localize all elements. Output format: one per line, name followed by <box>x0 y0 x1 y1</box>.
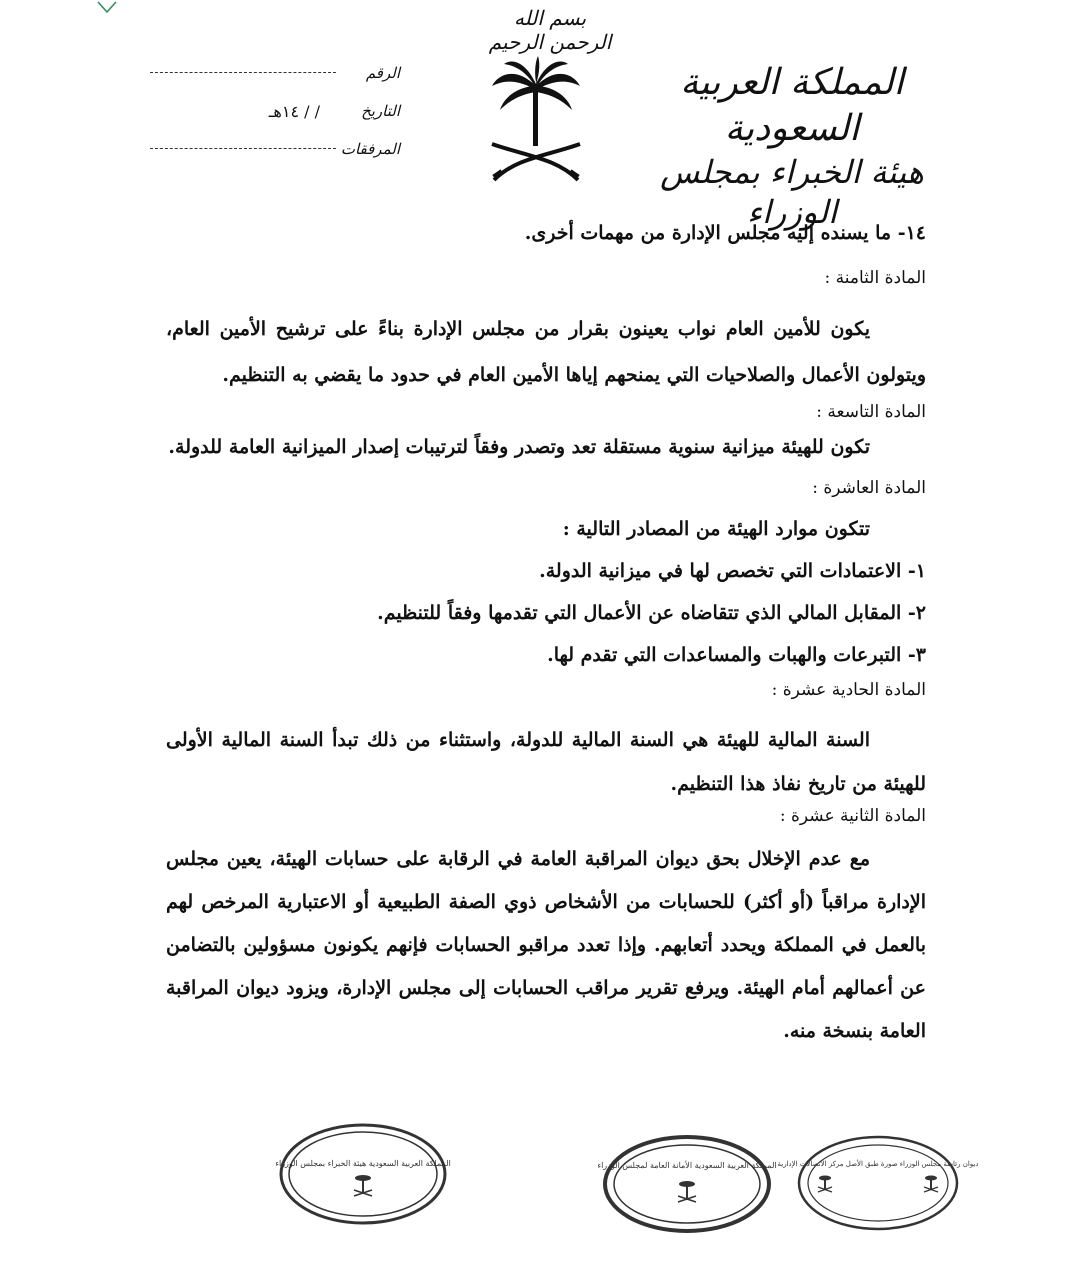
seal-cabinet-presidency <box>777 1134 979 1232</box>
item-14: ١٤- ما يسنده إليه مجلس الإدارة من مهمات أخرى. <box>524 222 926 244</box>
bismillah: بسم الله الرحمن الرحيم <box>488 6 612 54</box>
date-label: التاريخ <box>361 102 400 120</box>
reference-block <box>150 58 400 172</box>
article-12-text: مع عدم الإخلال بحق ديوان المراقبة العامة في الرقابة على حسابات الهيئة، يعين مجلس الإدارة مراقباً (أو أكثر) للحسابات من الأشخاص ذوي الصفة الطبيعية أو الاعتبارية المرخص لهم بالعمل في المملكة ويحدد أتعابهم. وإذا تعدد مراقبو الحسابات فإنهم يكونون مسؤولين بالتضامن عن أعمالهم أمام الهيئة. ويرفع تقرير مراقب الحسابات إلى مجلس الإدارة، ويزود ديوان المراقبة العامة بنسخة منه. <box>166 848 926 1042</box>
article-8-heading: المادة الثامنة : <box>824 268 926 288</box>
article-10-heading: المادة العاشرة : <box>812 478 926 498</box>
number-row <box>150 58 400 96</box>
corner-mark-icon <box>96 0 118 14</box>
article-10-intro: تتكون موارد الهيئة من المصادر التالية : <box>562 518 870 540</box>
seal-left-text: المملكة العربية السعودية هيئة الخبراء بمجلس الوزراء <box>275 1159 451 1168</box>
attachments-label: المرفقات <box>340 140 400 158</box>
kingdom-name: المملكة العربية السعودية <box>680 62 904 149</box>
article-12-heading: المادة الثانية عشرة : <box>779 806 926 826</box>
palm-swords-emblem-icon <box>486 56 586 186</box>
list-item: ٣- التبرعات والهبات والمساعدات التي تقدم لها. <box>547 644 926 666</box>
list-item: ١- الاعتمادات التي تخصص لها في ميزانية الدولة. <box>539 560 926 582</box>
seal-right-text: ديوان رئاسة مجلس الوزراء صورة طبق الأصل مركز الاتصالات الإدارية <box>777 1160 979 1168</box>
attachments-line <box>150 148 336 149</box>
article-8-text: يكون للأمين العام نواب يعينون بقرار من مجلس الإدارة بناءً على ترشيح الأمين العام، ويتولون الأعمال والصلاحيات التي يمنحهم إياها الأمين العام في حدود ما يقضي به التنظيم. <box>166 318 926 386</box>
attachments-row <box>150 134 400 172</box>
number-label: الرقم <box>365 64 400 82</box>
seal-left-icon <box>275 1122 451 1226</box>
authority-name: هيئة الخبراء بمجلس الوزراء <box>660 153 924 231</box>
article-9-text: تكون للهيئة ميزانية سنوية مستقلة تعد وتصدر وفقاً لترتيبات إصدار الميزانية العامة للدولة. <box>168 436 870 458</box>
number-line <box>150 72 336 73</box>
list-item: ٢- المقابل المالي الذي تتقاضاه عن الأعمال التي تقدمها وفقاً للتنظيم. <box>377 602 926 624</box>
seal-middle-icon <box>597 1134 777 1234</box>
article-11-text: السنة المالية للهيئة هي السنة المالية للدولة، واستثناء من ذلك تبدأ السنة المالية الأولى للهيئة من تاريخ نفاذ هذا التنظيم. <box>166 729 926 795</box>
seal-right-icon <box>777 1134 979 1232</box>
seal-experts-authority <box>275 1122 451 1226</box>
date-value: / / ١٤هـ <box>268 102 320 121</box>
seal-cabinet-secretariat <box>597 1134 777 1234</box>
date-row <box>150 96 400 134</box>
article-11-heading: المادة الحادية عشرة : <box>771 680 926 700</box>
letterhead-title <box>642 60 942 232</box>
article-9-heading: المادة التاسعة : <box>816 402 926 422</box>
document-body <box>166 222 926 1053</box>
seal-middle-text: المملكة العربية السعودية الأمانة العامة لمجلس الوزراء <box>597 1161 777 1170</box>
